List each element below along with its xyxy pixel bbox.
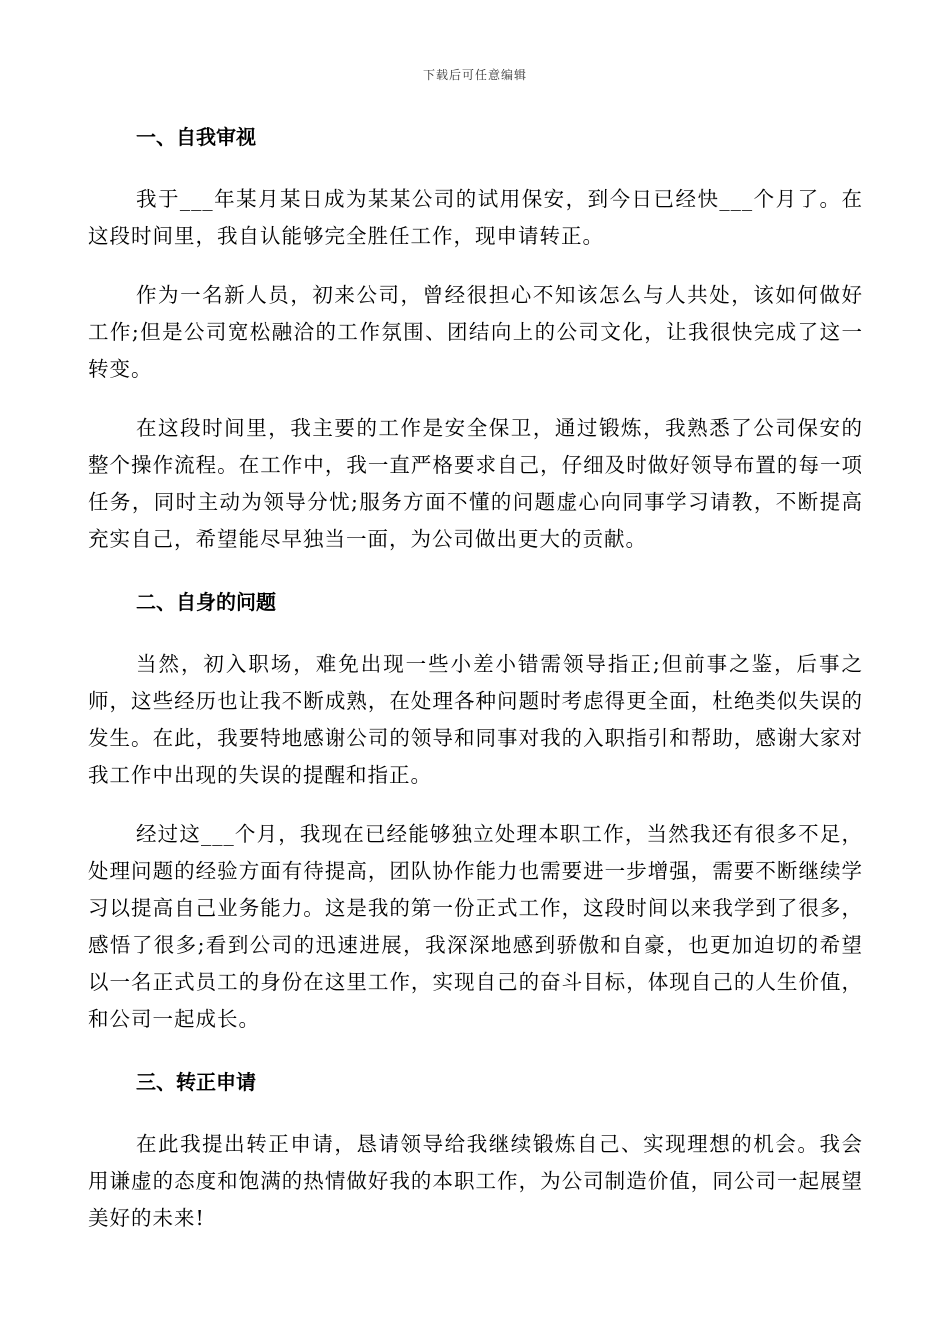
section-heading-application: 三、转正申请 (136, 1070, 256, 1094)
paragraph: 在此我提出转正申请，恳请领导给我继续锻炼自己、实现理想的机会。我会用谦虚的态度和饱满的热情做好我的本职工作，为公司制造价值，同公司一起展望美好的未来! (88, 1132, 863, 1230)
paragraph: 经过这___个月，我现在已经能够独立处理本职工作，当然我还有很多不足，处理问题的经验方面有待提高，团队协作能力也需要进一步增强，需要不断继续学习以提高自己业务能力。这是我的第一份正式工作，这段时间以来我学到了很多，感悟了很多;看到公司的迅速进展，我深深地感到骄傲和自豪，也更加迫切的希望以一名正式员工的身份在这里工作，实现自己的奋斗目标，体现自己的人生价值，和公司一起成长。 (88, 822, 863, 1031)
section-heading-self-review: 一、自我审视 (136, 125, 256, 149)
page-header-watermark: 下载后可任意编辑 (422, 68, 527, 82)
paragraph: 我于___年某月某日成为某某公司的试用保安，到今日已经快___个月了。在这段时间里，我自认能够完全胜任工作，现申请转正。 (88, 187, 863, 248)
paragraph: 作为一名新人员，初来公司，曾经很担心不知该怎么与人共处，该如何做好工作;但是公司宽松融洽的工作氛围、团结向上的公司文化，让我很快完成了这一转变。 (88, 283, 863, 381)
paragraph: 在这段时间里，我主要的工作是安全保卫，通过锻炼，我熟悉了公司保安的整个操作流程。在工作中，我一直严格要求自己，仔细及时做好领导布置的每一项任务，同时主动为领导分忧;服务方面不懂的问题虚心向同事学习请教，不断提高充实自己，希望能尽早独当一面，为公司做出更大的贡献。 (88, 416, 863, 551)
section-heading-own-problems: 二、自身的问题 (136, 590, 276, 614)
paragraph: 当然，初入职场，难免出现一些小差小错需领导指正;但前事之鉴，后事之师，这些经历也让我不断成熟，在处理各种问题时考虑得更全面，杜绝类似失误的发生。在此，我要特地感谢公司的领导和同事对我的入职指引和帮助，感谢大家对我工作中出现的失误的提醒和指正。 (88, 652, 863, 787)
document-body (88, 118, 863, 1237)
